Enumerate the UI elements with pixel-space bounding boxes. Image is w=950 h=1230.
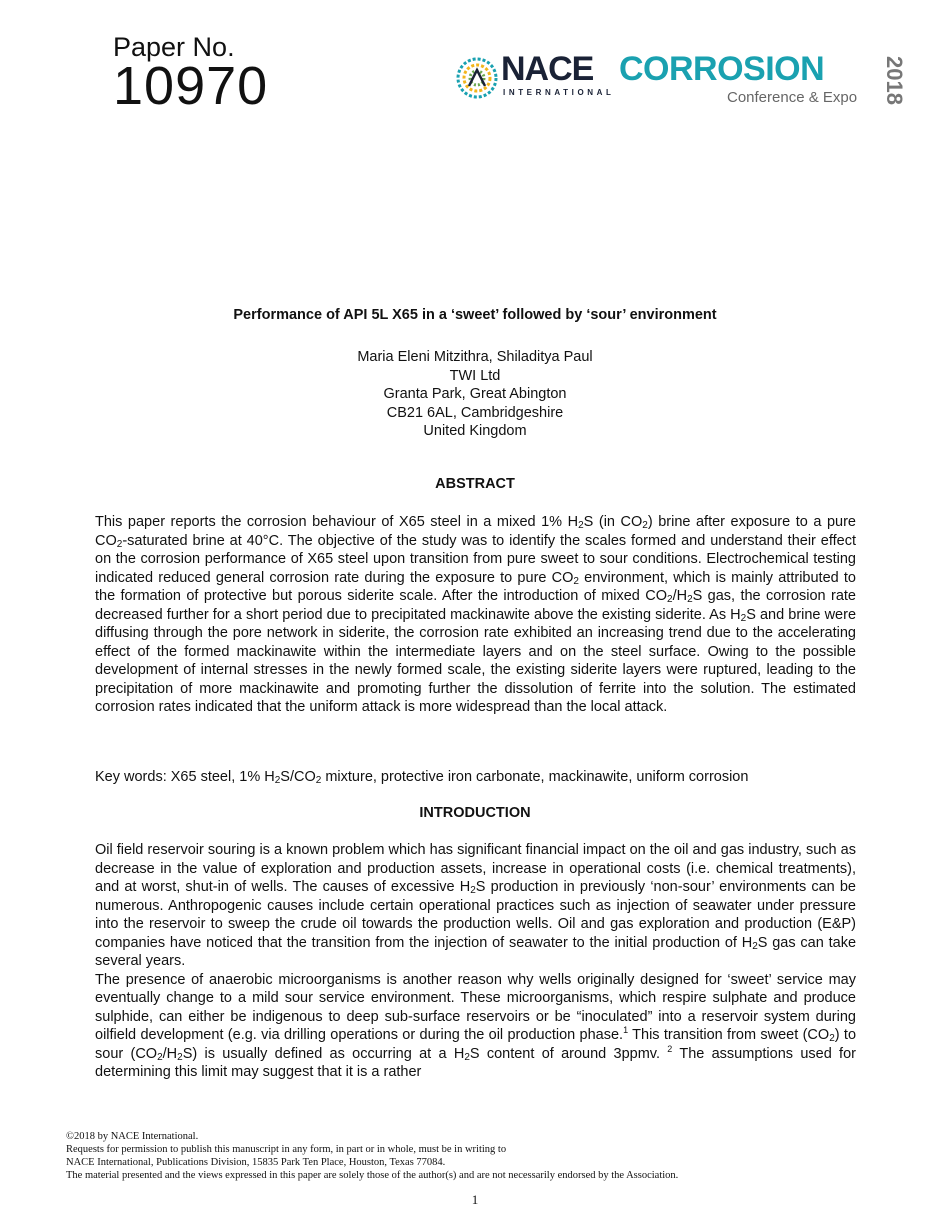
- intro-paragraph-1: Oil field reservoir souring is a known problem which has significant financial impact on the oil and gas industry, such as decrease in the value of exploration and production assets, increase in operational costs (i.e. chemical treatments), and at worst, shut-in of wells. The causes of excessive $H_2S$ production in previously ‘non-sour’ environments can be numerous. Anthropogenic causes include certain operational practices such as injection of seawater under pressure into the reservoir to sweep the crude oil towards the production wells. Oil and gas exploration and production (E&P) companies have noticed that the transition from the injection of seawater to the initial production of $H_2S$ gas can take several years.: [95, 842, 857, 969]
- keywords: [95, 768, 856, 787]
- footer-line-3: NACE International, Publications Division, 15835 Park Ten Place, Houston, Texas 77084.: [66, 1157, 446, 1168]
- introduction-heading: INTRODUCTION: [419, 805, 531, 821]
- copyright-footer: [66, 1130, 678, 1182]
- nace-subtitle: INTERNATIONAL: [503, 88, 615, 97]
- nace-wordmark: NACE: [501, 50, 594, 88]
- abstract-heading: ABSTRACT: [435, 476, 515, 492]
- intro-paragraph-2: The presence of anaerobic microorganisms is another reason why wells originally designed for ‘sweet’ service may eventually change to a mild sour service environment. These microorganisms, which respire sulphate and produce sulphide, can either be indigenous to deep sub-surface reservoirs or be “inoculated” into a reservoir system during oilfield development (e.g. via drilling operations or during the oil production phase.$^1$ This transition from sweet $(CO_2)$ to sour $(CO_2/H_2S)$ is usually defined as occurring at a $H_2S$ content of around 3ppmv. $^2$ The assumptions used for determining this limit may suggest that it is a rather: [95, 971, 857, 1080]
- address-line-2: CB21 6AL, Cambridgeshire: [386, 404, 564, 421]
- corrosion-wordmark: CORROSION: [619, 50, 825, 88]
- author-block: [0, 348, 950, 441]
- keywords-text: Key words: X65 steel, 1% $H_2S/CO_2$ mixture, protective iron carbonate, mackinawite, uniform corrosion: [95, 769, 749, 786]
- page-number: 1: [471, 1192, 479, 1207]
- country: United Kingdom: [423, 423, 527, 439]
- footer-copyright: ©2018 by NACE International.: [66, 1131, 199, 1142]
- nace-globe-icon: [455, 56, 499, 100]
- introduction-body: [95, 841, 856, 1082]
- paper-number-block: [113, 32, 269, 116]
- author-names: Maria Eleni Mitzithra, Shiladitya Paul: [357, 349, 593, 365]
- year-vertical: [867, 54, 907, 110]
- conference-logo: [455, 50, 907, 112]
- conference-expo-label: Conference & Expo: [727, 89, 858, 106]
- footer-line-4: The material presented and the views expressed in this paper are solely those of the author(s) and are not necessarily endorsed by the Association.: [66, 1170, 679, 1181]
- paper-number: 10970: [113, 56, 269, 116]
- address-line-1: Granta Park, Great Abington: [383, 386, 567, 402]
- affiliation: TWI Ltd: [449, 367, 501, 384]
- paper-title: Performance of API 5L X65 in a ‘sweet’ followed by ‘sour’ environment: [233, 307, 717, 323]
- footer-line-2: Requests for permission to publish this manuscript in any form, in part or in whole, must be in writing to: [66, 1144, 507, 1155]
- paper-label: Paper No.: [113, 32, 235, 62]
- abstract-body: [95, 513, 856, 717]
- abstract-text: This paper reports the corrosion behaviour of X65 steel in a mixed 1% $H_2S$ (in $CO_2$) brine after exposure to a pure $CO_2$-saturated brine at 40°C. The objective of the study was to identify the scales formed and understand their effect on the corrosion performance of X65 steel upon transition from pure sweet to sour conditions. Electrochemical testing indicated reduced general corrosion rate during the exposure to pure $CO_2$ environment, which is mainly attributed to the formation of protective but porous siderite scale. After the introduction of mixed $CO_2/H_2S$ gas, the corrosion rate decreased further for a short period due to precipitated mackinawite above the existing siderite. As $H_2S$ and brine were diffusing through the pore network in siderite, the corrosion rate exhibited an increasing trend due to the accelerating effect of the formed mackinawite within the intermediate layers and on the steel surface. Owing to the possible development of internal stresses in the newly formed scale, the existing siderite layers were ruptured, leading to the precipitation of more mackinawite and promoting further the dissolution of ferrite into the solution. The estimated corrosion rates indicated that the uniform attack is more widespread than the local attack.: [95, 514, 857, 715]
- svg-text:2018: 2018: [882, 56, 907, 105]
